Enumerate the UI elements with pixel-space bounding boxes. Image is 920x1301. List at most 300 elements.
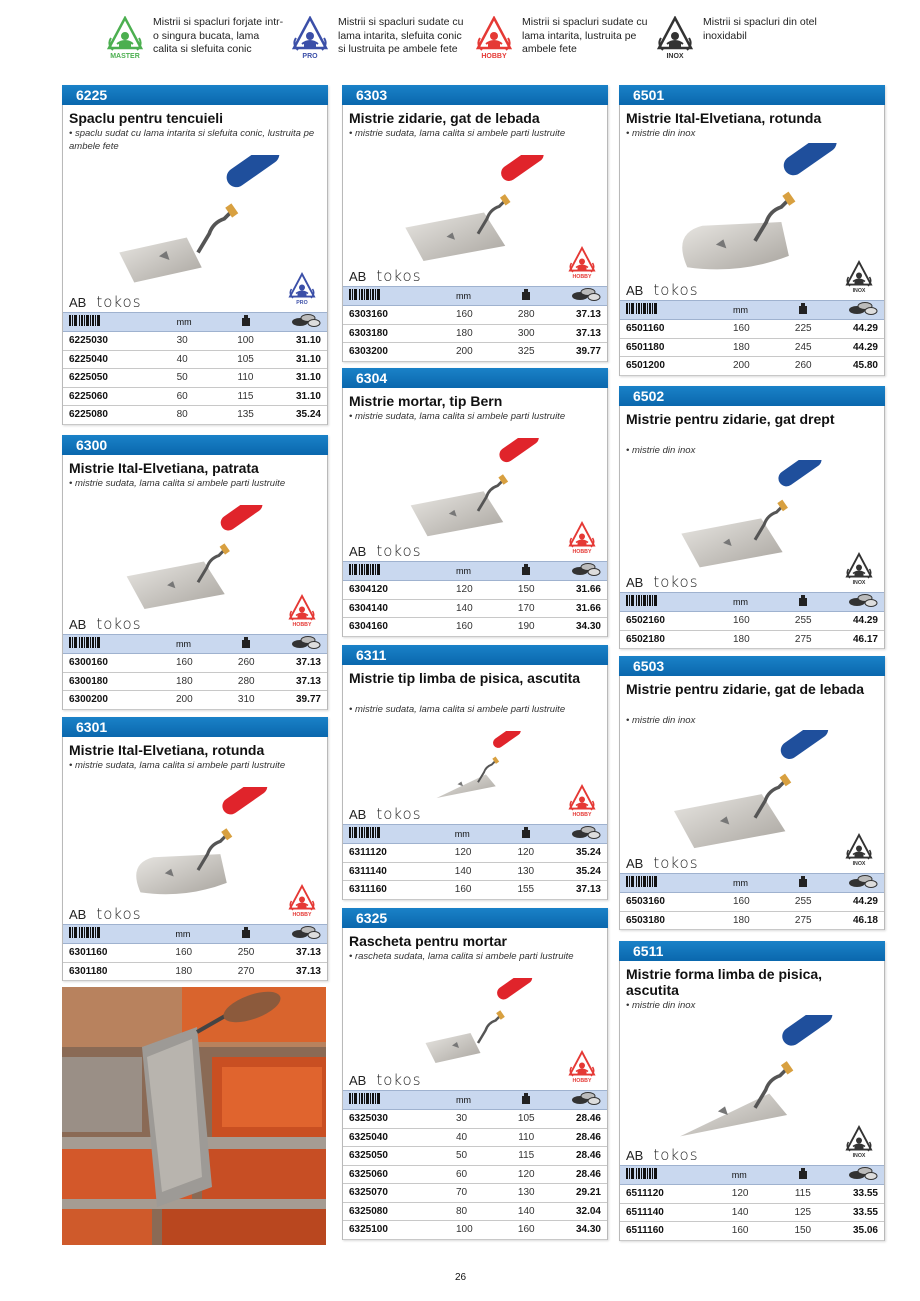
product-description: • spaclu sudat cu lama intarita si slefuita conic, lustruita pe ambele fete bbox=[69, 128, 315, 152]
price: 34.30 bbox=[547, 618, 607, 637]
table-row[interactable] bbox=[343, 844, 607, 863]
product-card-6304 bbox=[342, 368, 608, 637]
size-mm: 160 bbox=[692, 1222, 782, 1241]
product-code-header: 6503 bbox=[619, 656, 885, 676]
svg-text:HOBBY: HOBBY bbox=[292, 912, 312, 918]
barcode-icon bbox=[620, 593, 693, 612]
legend-text: Mistrii si spacluri sudate cu lama intarita, slefuita conic si lustruita pe ambele fete bbox=[338, 16, 464, 55]
product-table bbox=[620, 1165, 884, 1241]
price: 31.10 bbox=[266, 332, 327, 351]
article-code: 6304120 bbox=[343, 581, 416, 600]
article-code: 6502160 bbox=[620, 612, 693, 631]
inox-badge-icon bbox=[844, 831, 874, 874]
coins-icon bbox=[267, 635, 327, 654]
product-code-header: 6300 bbox=[62, 435, 328, 455]
inox-badge-icon bbox=[844, 258, 874, 301]
weight-icon bbox=[226, 635, 267, 654]
product-description: • rascheta sudata, lama calita si ambele parti lustruite bbox=[349, 951, 574, 962]
article-code: 6300160 bbox=[63, 654, 136, 673]
table-row[interactable] bbox=[343, 324, 607, 343]
brand-logo: AB tokos bbox=[349, 267, 422, 285]
brand-logo: AB tokos bbox=[626, 1146, 699, 1164]
price: 28.46 bbox=[547, 1165, 607, 1184]
table-row[interactable] bbox=[343, 618, 607, 637]
barcode-icon bbox=[620, 874, 693, 893]
weight: 105 bbox=[225, 350, 266, 369]
size-mm: 120 bbox=[692, 1185, 782, 1204]
price: 35.24 bbox=[266, 406, 327, 425]
weight: 190 bbox=[506, 618, 547, 637]
product-description: • mistrie din inox bbox=[626, 128, 696, 139]
coins-icon bbox=[547, 1091, 607, 1110]
svg-text:HOBBY: HOBBY bbox=[292, 622, 312, 628]
trowel-image bbox=[363, 978, 593, 1068]
price: 34.30 bbox=[547, 1221, 607, 1240]
legend-item-inox bbox=[655, 14, 835, 74]
weight-icon bbox=[505, 825, 546, 844]
price: 37.13 bbox=[547, 324, 607, 343]
weight: 275 bbox=[783, 630, 824, 649]
weight: 280 bbox=[226, 672, 267, 691]
size-column-header: mm bbox=[693, 593, 783, 612]
table-row[interactable] bbox=[63, 672, 327, 691]
size-mm: 100 bbox=[416, 1221, 506, 1240]
coins-icon bbox=[824, 301, 884, 320]
article-code: 6300180 bbox=[63, 672, 136, 691]
size-column-header: mm bbox=[416, 1091, 506, 1110]
price: 37.13 bbox=[267, 672, 327, 691]
article-code: 6511160 bbox=[620, 1222, 692, 1241]
article-code: 6501160 bbox=[620, 320, 693, 339]
article-code: 6301180 bbox=[63, 962, 135, 981]
article-code: 6311160 bbox=[343, 881, 415, 900]
trowel-image bbox=[640, 1015, 870, 1144]
coins-icon bbox=[267, 925, 327, 944]
table-row[interactable] bbox=[343, 1110, 607, 1129]
brand-logo: AB tokos bbox=[349, 805, 422, 823]
product-table bbox=[343, 1090, 607, 1240]
hobby-badge-icon bbox=[567, 244, 597, 287]
barcode-icon bbox=[343, 1091, 416, 1110]
price: 31.66 bbox=[547, 581, 607, 600]
product-title: Mistrie forma limba de pisica, ascutita bbox=[626, 966, 823, 998]
table-row[interactable] bbox=[63, 369, 327, 388]
size-mm: 200 bbox=[693, 357, 783, 376]
table-row[interactable] bbox=[63, 350, 327, 369]
svg-text:HOBBY: HOBBY bbox=[572, 1078, 592, 1084]
product-table bbox=[343, 561, 607, 637]
table-row[interactable] bbox=[620, 911, 884, 930]
product-table bbox=[343, 824, 607, 900]
price: 31.66 bbox=[547, 599, 607, 618]
weight: 125 bbox=[782, 1203, 823, 1222]
size-column-header: mm bbox=[137, 313, 225, 332]
product-table bbox=[63, 924, 327, 981]
size-mm: 40 bbox=[137, 350, 225, 369]
size-column-header: mm bbox=[135, 925, 225, 944]
table-row[interactable] bbox=[63, 332, 327, 351]
size-mm: 60 bbox=[416, 1165, 506, 1184]
table-row[interactable] bbox=[343, 581, 607, 600]
weight-icon bbox=[506, 287, 547, 306]
table-row[interactable] bbox=[343, 1184, 607, 1203]
size-mm: 200 bbox=[416, 343, 506, 362]
hobby-badge-icon bbox=[287, 882, 317, 925]
article-code: 6225040 bbox=[63, 350, 137, 369]
product-title: Mistrie Ital-Elvetiana, patrata bbox=[69, 460, 259, 476]
product-code-header: 6301 bbox=[62, 717, 328, 737]
article-code: 6225050 bbox=[63, 369, 137, 388]
price: 39.77 bbox=[547, 343, 607, 362]
size-mm: 50 bbox=[416, 1147, 506, 1166]
hobby-badge-icon bbox=[287, 592, 317, 635]
price: 28.46 bbox=[547, 1128, 607, 1147]
table-row[interactable] bbox=[63, 691, 327, 710]
table-row[interactable] bbox=[63, 944, 327, 963]
hobby-badge-icon bbox=[567, 782, 597, 825]
bricklaying-photo bbox=[62, 987, 326, 1245]
weight: 100 bbox=[225, 332, 266, 351]
product-title: Mistrie mortar, tip Bern bbox=[349, 393, 503, 409]
weight-icon bbox=[783, 874, 824, 893]
product-code-header: 6311 bbox=[342, 645, 608, 665]
product-description: • mistrie sudata, lama calita si ambele parti lustruite bbox=[349, 704, 566, 715]
trowel-image bbox=[363, 438, 593, 539]
table-row[interactable] bbox=[343, 306, 607, 325]
table-row[interactable] bbox=[63, 654, 327, 673]
product-description: • mistrie sudata, lama calita si ambele parti lustruite bbox=[349, 128, 566, 139]
svg-text:PRO: PRO bbox=[302, 53, 318, 60]
coins-icon bbox=[546, 825, 607, 844]
hobby-badge-icon bbox=[567, 519, 597, 562]
size-mm: 200 bbox=[136, 691, 226, 710]
product-card-6511 bbox=[619, 941, 885, 1241]
product-card-6311 bbox=[342, 645, 608, 900]
brand-logo: AB tokos bbox=[69, 905, 142, 923]
table-row[interactable] bbox=[343, 1128, 607, 1147]
size-mm: 180 bbox=[693, 338, 783, 357]
size-mm: 160 bbox=[416, 306, 506, 325]
size-column-header: mm bbox=[416, 562, 506, 581]
weight-icon bbox=[225, 925, 266, 944]
weight: 105 bbox=[506, 1110, 547, 1129]
coins-icon bbox=[824, 874, 884, 893]
weight: 150 bbox=[506, 581, 547, 600]
product-description: • mistrie din inox bbox=[626, 1000, 696, 1011]
weight: 115 bbox=[782, 1185, 823, 1204]
coins-icon bbox=[547, 287, 607, 306]
size-mm: 160 bbox=[693, 320, 783, 339]
price: 46.18 bbox=[824, 911, 884, 930]
weight: 260 bbox=[783, 357, 824, 376]
legend-text: Mistrii si spacluri forjate intr-o singura bucata, lama calita si slefuita conic bbox=[153, 16, 284, 55]
table-row[interactable] bbox=[343, 1165, 607, 1184]
product-table bbox=[620, 592, 884, 649]
size-mm: 180 bbox=[693, 630, 783, 649]
price: 44.29 bbox=[824, 893, 884, 912]
product-card-6503 bbox=[619, 656, 885, 930]
size-column-header: mm bbox=[692, 1166, 782, 1185]
barcode-icon bbox=[63, 313, 137, 332]
barcode-icon bbox=[620, 1166, 692, 1185]
weight: 110 bbox=[225, 369, 266, 388]
brand-logo: AB tokos bbox=[69, 293, 142, 311]
price: 37.13 bbox=[267, 944, 327, 963]
brand-logo: AB tokos bbox=[349, 1071, 422, 1089]
price: 28.46 bbox=[547, 1110, 607, 1129]
weight: 255 bbox=[783, 612, 824, 631]
weight: 120 bbox=[506, 1165, 547, 1184]
product-card-6303 bbox=[342, 85, 608, 362]
table-row[interactable] bbox=[63, 962, 327, 981]
table-row[interactable] bbox=[343, 881, 607, 900]
price: 32.04 bbox=[547, 1202, 607, 1221]
price: 37.13 bbox=[267, 962, 327, 981]
weight-icon bbox=[506, 1091, 547, 1110]
trowel-image bbox=[83, 787, 313, 902]
article-code: 6311120 bbox=[343, 844, 415, 863]
article-code: 6325100 bbox=[343, 1221, 416, 1240]
table-row[interactable] bbox=[620, 338, 884, 357]
product-code-header: 6502 bbox=[619, 386, 885, 406]
weight-icon bbox=[783, 301, 824, 320]
weight: 245 bbox=[783, 338, 824, 357]
article-code: 6325080 bbox=[343, 1202, 416, 1221]
article-code: 6303180 bbox=[343, 324, 416, 343]
weight: 255 bbox=[783, 893, 824, 912]
weight: 150 bbox=[782, 1222, 823, 1241]
svg-text:PRO: PRO bbox=[296, 300, 308, 306]
product-title: Mistrie Ital-Elvetiana, rotunda bbox=[69, 742, 265, 758]
barcode-icon bbox=[343, 562, 416, 581]
coins-icon bbox=[823, 1166, 884, 1185]
article-code: 6325050 bbox=[343, 1147, 416, 1166]
size-mm: 60 bbox=[137, 387, 225, 406]
inox-badge-icon bbox=[844, 1123, 874, 1166]
table-row[interactable] bbox=[63, 406, 327, 425]
product-title: Mistrie Ital-Elvetiana, rotunda bbox=[626, 110, 822, 126]
size-mm: 160 bbox=[415, 881, 505, 900]
barcode-icon bbox=[620, 301, 693, 320]
price: 44.29 bbox=[824, 320, 884, 339]
weight: 155 bbox=[505, 881, 546, 900]
article-code: 6301160 bbox=[63, 944, 135, 963]
weight: 260 bbox=[226, 654, 267, 673]
product-title: Spaclu pentru tencuieli bbox=[69, 110, 224, 126]
product-card-6301 bbox=[62, 717, 328, 981]
coins-icon bbox=[824, 593, 884, 612]
trowel-image bbox=[640, 143, 870, 279]
size-mm: 160 bbox=[693, 893, 783, 912]
table-row[interactable] bbox=[620, 893, 884, 912]
product-code-header: 6303 bbox=[342, 85, 608, 105]
legend-text: Mistrii si spacluri sudate cu lama intarita, lustruita pe ambele fete bbox=[522, 16, 648, 55]
table-row[interactable] bbox=[620, 1222, 884, 1241]
article-code: 6325030 bbox=[343, 1110, 416, 1129]
weight: 300 bbox=[506, 324, 547, 343]
table-row[interactable] bbox=[620, 357, 884, 376]
weight: 160 bbox=[506, 1221, 547, 1240]
article-code: 6311140 bbox=[343, 862, 415, 881]
size-mm: 160 bbox=[136, 654, 226, 673]
size-mm: 30 bbox=[416, 1110, 506, 1129]
svg-text:HOBBY: HOBBY bbox=[572, 812, 592, 818]
svg-text:HOBBY: HOBBY bbox=[572, 274, 592, 280]
pro-badge-icon bbox=[287, 270, 317, 313]
page-number: 26 bbox=[455, 1272, 467, 1283]
product-code-header: 6511 bbox=[619, 941, 885, 961]
legend-item-pro bbox=[290, 14, 470, 74]
article-code: 6304140 bbox=[343, 599, 416, 618]
svg-text:HOBBY: HOBBY bbox=[572, 549, 592, 555]
size-mm: 80 bbox=[416, 1202, 506, 1221]
barcode-icon bbox=[63, 635, 136, 654]
article-code: 6501200 bbox=[620, 357, 693, 376]
table-row[interactable] bbox=[343, 1221, 607, 1240]
size-mm: 140 bbox=[416, 599, 506, 618]
brand-logo: AB tokos bbox=[626, 281, 699, 299]
weight: 115 bbox=[225, 387, 266, 406]
price: 37.13 bbox=[546, 881, 607, 900]
table-row[interactable] bbox=[620, 1185, 884, 1204]
svg-text:INOX: INOX bbox=[852, 288, 866, 294]
table-row[interactable] bbox=[620, 320, 884, 339]
table-row[interactable] bbox=[343, 862, 607, 881]
price: 35.06 bbox=[823, 1222, 884, 1241]
weight: 110 bbox=[506, 1128, 547, 1147]
product-title: Rascheta pentru mortar bbox=[349, 933, 507, 949]
product-card-6225 bbox=[62, 85, 328, 425]
product-code-header: 6304 bbox=[342, 368, 608, 388]
weight-icon bbox=[225, 313, 266, 332]
table-row[interactable] bbox=[343, 343, 607, 362]
product-card-6502 bbox=[619, 386, 885, 649]
size-mm: 50 bbox=[137, 369, 225, 388]
article-code: 6503160 bbox=[620, 893, 693, 912]
product-description: • mistrie din inox bbox=[626, 445, 696, 456]
product-code-header: 6501 bbox=[619, 85, 885, 105]
product-description: • mistrie din inox bbox=[626, 715, 696, 726]
weight: 135 bbox=[225, 406, 266, 425]
price: 37.13 bbox=[547, 306, 607, 325]
svg-text:MASTER: MASTER bbox=[110, 53, 140, 60]
weight: 310 bbox=[226, 691, 267, 710]
trowel-image bbox=[640, 730, 870, 852]
article-code: 6325060 bbox=[343, 1165, 416, 1184]
product-title: Mistrie tip limba de pisica, ascutita bbox=[349, 670, 581, 686]
weight: 140 bbox=[506, 1202, 547, 1221]
table-row[interactable] bbox=[343, 599, 607, 618]
product-table bbox=[620, 300, 884, 376]
weight: 280 bbox=[506, 306, 547, 325]
weight: 250 bbox=[225, 944, 266, 963]
size-column-header: mm bbox=[693, 301, 783, 320]
weight: 225 bbox=[783, 320, 824, 339]
product-description: • mistrie sudata, lama calita si ambele parti lustruite bbox=[349, 411, 566, 422]
price: 39.77 bbox=[267, 691, 327, 710]
table-row[interactable] bbox=[343, 1147, 607, 1166]
article-code: 6511140 bbox=[620, 1203, 692, 1222]
table-row[interactable] bbox=[620, 630, 884, 649]
size-column-header: mm bbox=[415, 825, 505, 844]
size-mm: 120 bbox=[415, 844, 505, 863]
size-mm: 80 bbox=[137, 406, 225, 425]
product-description: • mistrie sudata, lama calita si ambele parti lustruite bbox=[69, 760, 286, 771]
size-mm: 160 bbox=[416, 618, 506, 637]
product-title: Mistrie pentru zidarie, gat drept bbox=[626, 411, 835, 427]
weight-icon bbox=[506, 562, 547, 581]
product-table bbox=[620, 873, 884, 930]
product-table bbox=[343, 286, 607, 362]
size-mm: 140 bbox=[692, 1203, 782, 1222]
coins-icon bbox=[266, 313, 327, 332]
weight: 115 bbox=[506, 1147, 547, 1166]
table-row[interactable] bbox=[620, 1203, 884, 1222]
legend-item-hobby bbox=[474, 14, 654, 74]
weight: 130 bbox=[505, 862, 546, 881]
article-code: 6303160 bbox=[343, 306, 416, 325]
product-title: Mistrie pentru zidarie, gat de lebada bbox=[626, 681, 865, 697]
product-description: • mistrie sudata, lama calita si ambele parti lustruite bbox=[69, 478, 286, 489]
table-row[interactable] bbox=[620, 612, 884, 631]
size-mm: 180 bbox=[135, 962, 225, 981]
product-code-header: 6325 bbox=[342, 908, 608, 928]
product-table bbox=[63, 312, 327, 425]
product-title: Mistrie zidarie, gat de lebada bbox=[349, 110, 540, 126]
weight: 325 bbox=[506, 343, 547, 362]
product-card-6501 bbox=[619, 85, 885, 376]
article-code: 6501180 bbox=[620, 338, 693, 357]
price: 37.13 bbox=[267, 654, 327, 673]
svg-text:INOX: INOX bbox=[666, 53, 684, 60]
hobby-badge-icon bbox=[567, 1048, 597, 1091]
weight: 170 bbox=[506, 599, 547, 618]
table-row[interactable] bbox=[63, 387, 327, 406]
article-code: 6304160 bbox=[343, 618, 416, 637]
coins-icon bbox=[547, 562, 607, 581]
brand-logo: AB tokos bbox=[626, 573, 699, 591]
svg-text:INOX: INOX bbox=[852, 1153, 866, 1159]
article-code: 6303200 bbox=[343, 343, 416, 362]
brand-logo: AB tokos bbox=[626, 854, 699, 872]
price: 35.24 bbox=[546, 862, 607, 881]
size-mm: 180 bbox=[416, 324, 506, 343]
size-mm: 70 bbox=[416, 1184, 506, 1203]
weight: 120 bbox=[505, 844, 546, 863]
size-mm: 30 bbox=[137, 332, 225, 351]
article-code: 6325070 bbox=[343, 1184, 416, 1203]
article-code: 6511120 bbox=[620, 1185, 692, 1204]
legend-text: Mistrii si spacluri din otel inoxidabil bbox=[703, 16, 817, 42]
trowel-image bbox=[363, 155, 593, 264]
trowel-image bbox=[640, 460, 870, 571]
size-column-header: mm bbox=[416, 287, 506, 306]
size-mm: 140 bbox=[415, 862, 505, 881]
product-card-6325 bbox=[342, 908, 608, 1240]
trowel-image bbox=[83, 505, 313, 612]
weight: 130 bbox=[506, 1184, 547, 1203]
product-table bbox=[63, 634, 327, 710]
size-column-header: mm bbox=[136, 635, 226, 654]
brand-logo: AB tokos bbox=[69, 615, 142, 633]
brand-logo: AB tokos bbox=[349, 542, 422, 560]
price: 31.10 bbox=[266, 369, 327, 388]
article-code: 6325040 bbox=[343, 1128, 416, 1147]
trowel-image bbox=[83, 155, 313, 290]
inox-badge-icon bbox=[844, 550, 874, 593]
size-mm: 120 bbox=[416, 581, 506, 600]
table-row[interactable] bbox=[343, 1202, 607, 1221]
